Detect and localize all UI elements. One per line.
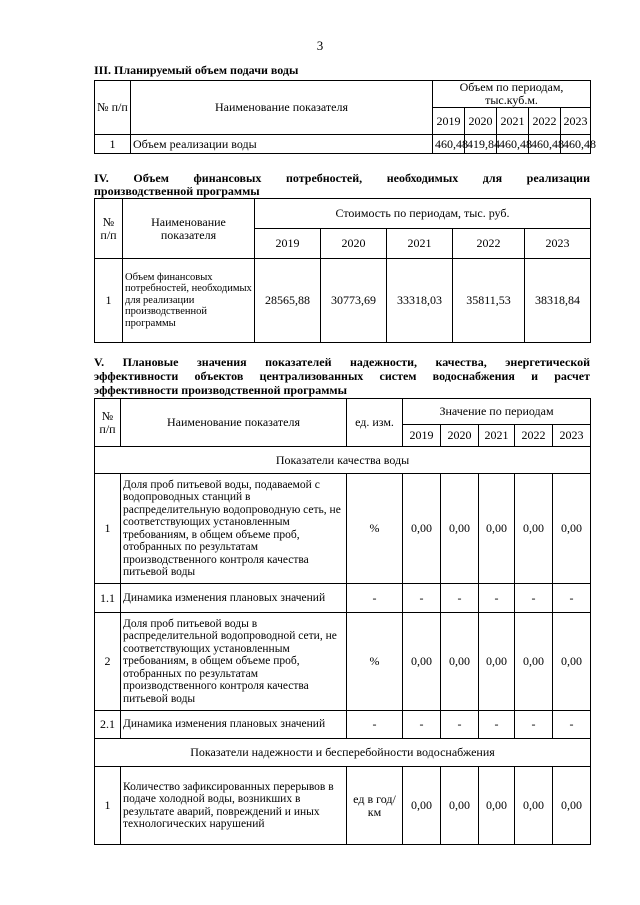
header-year: 2021	[497, 108, 529, 135]
row-name: Количество зафиксированных перерывов в подаче холодной воды, возникших в результате аварий, повреждений и иных технологических нарушений	[121, 767, 347, 845]
page-number: 3	[316, 38, 324, 53]
header-year: 2019	[433, 108, 465, 135]
table-row	[95, 474, 591, 584]
header-name: Наименование показателя	[123, 199, 255, 259]
header-year: 2022	[515, 425, 553, 447]
row-value: 0,00	[553, 767, 591, 845]
row-value: 419,84	[465, 135, 497, 154]
row-value: -	[479, 584, 515, 613]
group-header-reliability: Показатели надежности и бесперебойности водоснабжения	[95, 739, 591, 767]
table-row	[95, 767, 591, 845]
table-performance-indicators	[94, 398, 591, 845]
row-value: 460,48	[529, 135, 561, 154]
row-value: 0,00	[403, 474, 441, 584]
table-water-supply	[94, 80, 596, 154]
row-value: 460,48	[561, 135, 591, 154]
row-name: Объем реализации воды	[131, 135, 433, 154]
row-name: Доля проб питьевой воды в распределительной водопроводной сети, не соответствующих установленным требованиям, в общем объеме проб, отобранных по результатам производственного контроля качества питьевой воды	[121, 613, 347, 711]
row-value: 460,48	[497, 135, 529, 154]
row-num: 2.1	[95, 711, 121, 739]
row-value: -	[515, 584, 553, 613]
row-value: 0,00	[403, 613, 441, 711]
row-value: 0,00	[479, 474, 515, 584]
header-year: 2021	[387, 229, 453, 259]
table-row	[95, 135, 591, 154]
row-unit: %	[347, 613, 403, 711]
header-name: Наименование показателя	[131, 81, 433, 135]
row-num: 1	[95, 135, 131, 154]
section-4-title-line2: производственной программы	[94, 184, 260, 198]
header-year: 2020	[465, 108, 497, 135]
table-row	[95, 711, 591, 739]
row-name: Объем финансовых потребностей, необходимых для реализации производственной программы	[123, 259, 255, 343]
row-value: 0,00	[515, 474, 553, 584]
header-year: 2021	[479, 425, 515, 447]
header-year: 2023	[525, 229, 591, 259]
header-unit: ед. изм.	[347, 399, 403, 447]
row-value: 0,00	[403, 767, 441, 845]
row-num: 1.1	[95, 584, 121, 613]
header-year: 2020	[441, 425, 479, 447]
row-value: 0,00	[553, 613, 591, 711]
row-value: 0,00	[479, 613, 515, 711]
row-value: 28565,88	[255, 259, 321, 343]
section-3-title: III. Планируемый объем подачи воды	[94, 63, 299, 77]
row-value: -	[441, 584, 479, 613]
row-unit: %	[347, 474, 403, 584]
row-value: -	[441, 711, 479, 739]
row-value: 0,00	[515, 767, 553, 845]
row-num: 2	[95, 613, 121, 711]
header-year: 2023	[561, 108, 591, 135]
header-period-group: Стоимость по периодам, тыс. руб.	[255, 199, 591, 229]
header-period-group: Значение по периодам	[403, 399, 591, 425]
header-year: 2019	[403, 425, 441, 447]
row-name: Доля проб питьевой воды, подаваемой с водопроводных станций в распределительную водопроводную сеть, не соответствующих установленным требованиям, в общем объеме проб, отобранных по результатам производственного контроля качества питьевой воды	[121, 474, 347, 584]
row-value: -	[553, 711, 591, 739]
row-value: 0,00	[441, 613, 479, 711]
row-name: Динамика изменения плановых значений	[121, 711, 347, 739]
row-name: Динамика изменения плановых значений	[121, 584, 347, 613]
header-year: 2022	[453, 229, 525, 259]
header-name: Наименование показателя	[121, 399, 347, 447]
row-value: 33318,03	[387, 259, 453, 343]
row-value: 0,00	[479, 767, 515, 845]
header-num: № п/п	[95, 81, 131, 135]
row-value: 30773,69	[321, 259, 387, 343]
table-row	[95, 259, 591, 343]
row-value: 0,00	[441, 767, 479, 845]
row-unit: -	[347, 584, 403, 613]
header-period-group: Объем по периодам, тыс.куб.м.	[433, 81, 591, 108]
header-year: 2020	[321, 229, 387, 259]
section-5-title-line2: эффективности объектов централизованных систем водоснабжения и расчет	[94, 369, 590, 383]
row-value: 0,00	[553, 474, 591, 584]
row-value: 0,00	[515, 613, 553, 711]
row-value: 38318,84	[525, 259, 591, 343]
row-value: -	[515, 711, 553, 739]
header-year: 2023	[553, 425, 591, 447]
row-num: 1	[95, 474, 121, 584]
table-financial-needs	[94, 198, 591, 343]
row-value: -	[403, 584, 441, 613]
row-unit: -	[347, 711, 403, 739]
group-header-quality: Показатели качества воды	[95, 447, 591, 474]
section-4-title-line1: IV. Объем финансовых потребностей, необходимых для реализации	[94, 171, 590, 185]
section-5-title-line3: эффективности производственной программы	[94, 383, 347, 397]
row-num: 1	[95, 259, 123, 343]
row-value: 460,48	[433, 135, 465, 154]
row-value: 0,00	[441, 474, 479, 584]
row-num: 1	[95, 767, 121, 845]
table-row	[95, 613, 591, 711]
header-num: № п/п	[95, 199, 123, 259]
header-year: 2022	[529, 108, 561, 135]
row-value: -	[479, 711, 515, 739]
section-5-title-line1: V. Плановые значения показателей надежности, качества, энергетической	[94, 355, 590, 369]
header-year: 2019	[255, 229, 321, 259]
row-value: -	[403, 711, 441, 739]
row-value: -	[553, 584, 591, 613]
row-unit: ед в год/ км	[347, 767, 403, 845]
row-value: 35811,53	[453, 259, 525, 343]
header-num: № п/п	[95, 399, 121, 447]
table-row	[95, 584, 591, 613]
